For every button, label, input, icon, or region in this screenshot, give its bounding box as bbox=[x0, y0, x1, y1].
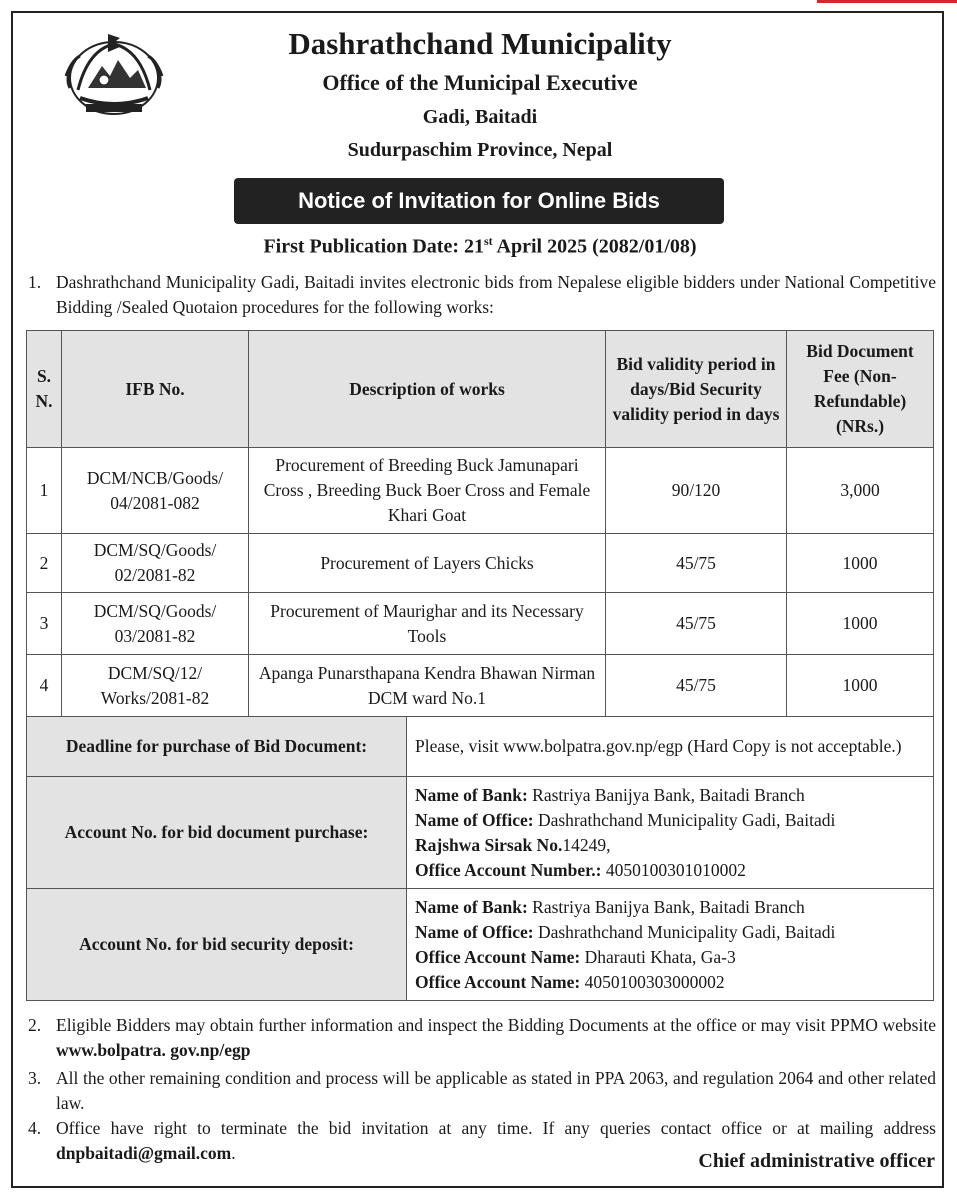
paragraph-1 bbox=[28, 270, 936, 320]
email-link[interactable]: dnpbaitadi@gmail.com bbox=[56, 1143, 232, 1163]
row-description: Apanga Punarsthapana Kendra Bhawan Nirman DCM ward No.1 bbox=[249, 655, 606, 717]
paragraph-number: 3. bbox=[28, 1068, 42, 1088]
row-validity: 45/75 bbox=[606, 534, 787, 593]
publication-rest: April 2025 (2082/01/08) bbox=[492, 235, 697, 258]
detail-value: Dharauti Khata, Ga-3 bbox=[580, 946, 736, 967]
detail-key: Name of Office: bbox=[415, 921, 534, 942]
row-sn: 1 bbox=[27, 448, 62, 534]
detail-value: 14249, bbox=[562, 834, 611, 855]
row-fee: 1000 bbox=[787, 593, 934, 655]
detail-key: Office Account Name: bbox=[415, 946, 581, 967]
detail-value: Dashrathchand Municipality Gadi, Baitadi bbox=[533, 809, 836, 830]
notice-banner: Notice of Invitation for Online Bids bbox=[234, 178, 724, 224]
row-fee: 1000 bbox=[787, 534, 934, 593]
detail-value: 4050100303000002 bbox=[580, 971, 725, 992]
table-header-row bbox=[27, 331, 934, 448]
paragraph-body: Office have right to terminate the bid invitation at any time. If any queries contact office or at mailing address bbox=[56, 1118, 936, 1138]
security-row bbox=[27, 889, 934, 1001]
deadline-row bbox=[27, 717, 934, 777]
detail-value: Rastriya Banijya Bank, Baitadi Branch bbox=[527, 896, 805, 917]
government-emblem-icon bbox=[58, 30, 170, 120]
header-ifb: IFB No. bbox=[62, 331, 249, 448]
paragraph-text bbox=[56, 1013, 936, 1063]
row-description: Procurement of Layers Chicks bbox=[249, 534, 606, 593]
detail-key: Name of Bank: bbox=[415, 784, 528, 805]
header-description: Description of works bbox=[249, 331, 606, 448]
table-row bbox=[27, 534, 934, 593]
top-red-mark bbox=[817, 0, 957, 3]
row-validity: 45/75 bbox=[606, 593, 787, 655]
publication-sup: st bbox=[483, 234, 493, 248]
paragraph-number: 2. bbox=[28, 1015, 42, 1035]
row-fee: 1000 bbox=[787, 655, 934, 717]
row-sn: 2 bbox=[27, 534, 62, 593]
detail-value: 4050100301010002 bbox=[601, 859, 746, 880]
security-label: Account No. for bid security deposit: bbox=[27, 889, 407, 1001]
municipality-title: Dashrathchand Municipality bbox=[288, 26, 672, 61]
paragraph-number: 1. bbox=[28, 272, 42, 292]
purchase-row bbox=[27, 777, 934, 889]
row-validity: 90/120 bbox=[606, 448, 787, 534]
deadline-value: Please, visit www.bolpatra.gov.np/egp (Hard Copy is not acceptable.) bbox=[407, 717, 934, 777]
security-details bbox=[407, 889, 934, 1001]
detail-value: Rastriya Banijya Bank, Baitadi Branch bbox=[527, 784, 805, 805]
deadline-label: Deadline for purchase of Bid Document: bbox=[27, 717, 407, 777]
works-table bbox=[26, 330, 934, 717]
row-ifb: DCM/SQ/12/ Works/2081-82 bbox=[62, 655, 249, 717]
detail-key: Office Account Number.: bbox=[415, 859, 602, 880]
row-ifb: DCM/NCB/Goods/ 04/2081-082 bbox=[62, 448, 249, 534]
row-sn: 4 bbox=[27, 655, 62, 717]
row-description: Procurement of Breeding Buck Jamunapari Cross , Breeding Buck Boer Cross and Female Khari Goat bbox=[249, 448, 606, 534]
row-sn: 3 bbox=[27, 593, 62, 655]
office-location: Gadi, Baitadi bbox=[422, 106, 538, 128]
ppmo-website-link[interactable]: www.bolpatra. gov.np/egp bbox=[56, 1040, 251, 1060]
table-row bbox=[27, 655, 934, 717]
row-validity: 45/75 bbox=[606, 655, 787, 717]
header-sn: S. N. bbox=[27, 331, 62, 448]
bid-info-table bbox=[26, 716, 934, 1001]
detail-key: Name of Bank: bbox=[415, 896, 528, 917]
paragraph-body: Eligible Bidders may obtain further information and inspect the Bidding Documents at the office or may visit PPMO website bbox=[56, 1015, 936, 1035]
row-description: Procurement of Maurighar and its Necessary Tools bbox=[249, 593, 606, 655]
detail-key: Rajshwa Sirsak No. bbox=[415, 834, 563, 855]
office-province: Sudurpaschim Province, Nepal bbox=[347, 139, 613, 161]
paragraph-3 bbox=[28, 1066, 936, 1116]
row-ifb: DCM/SQ/Goods/ 02/2081-82 bbox=[62, 534, 249, 593]
header-validity: Bid validity period in days/Bid Security validity period in days bbox=[606, 331, 787, 448]
header-fee: Bid Document Fee (Non-Refundable) (NRs.) bbox=[787, 331, 934, 448]
publication-date bbox=[180, 234, 780, 259]
table-row bbox=[27, 593, 934, 655]
paragraph-text: Dashrathchand Municipality Gadi, Baitadi invites electronic bids from Nepalese eligible bidders under National Competitive Bidding /Sealed Quotaion procedures for the following works: bbox=[56, 272, 936, 317]
paragraph-tail: . bbox=[231, 1143, 236, 1163]
purchase-label: Account No. for bid document purchase: bbox=[27, 777, 407, 889]
detail-key: Name of Office: bbox=[415, 809, 534, 830]
paragraph-2 bbox=[28, 1013, 936, 1063]
publication-label: First Publication Date: 21 bbox=[263, 235, 484, 258]
purchase-details bbox=[407, 777, 934, 889]
row-fee: 3,000 bbox=[787, 448, 934, 534]
signature: Chief administrative officer bbox=[698, 1150, 935, 1172]
paragraph-text: All the other remaining condition and process will be applicable as stated in PPA 2063, and regulation 2064 and other related law. bbox=[56, 1068, 936, 1113]
paragraph-number: 4. bbox=[28, 1118, 42, 1138]
row-ifb: DCM/SQ/Goods/ 03/2081-82 bbox=[62, 593, 249, 655]
table-row bbox=[27, 448, 934, 534]
office-name: Office of the Municipal Executive bbox=[322, 70, 638, 95]
detail-key: Office Account Name: bbox=[415, 971, 581, 992]
detail-value: Dashrathchand Municipality Gadi, Baitadi bbox=[533, 921, 836, 942]
